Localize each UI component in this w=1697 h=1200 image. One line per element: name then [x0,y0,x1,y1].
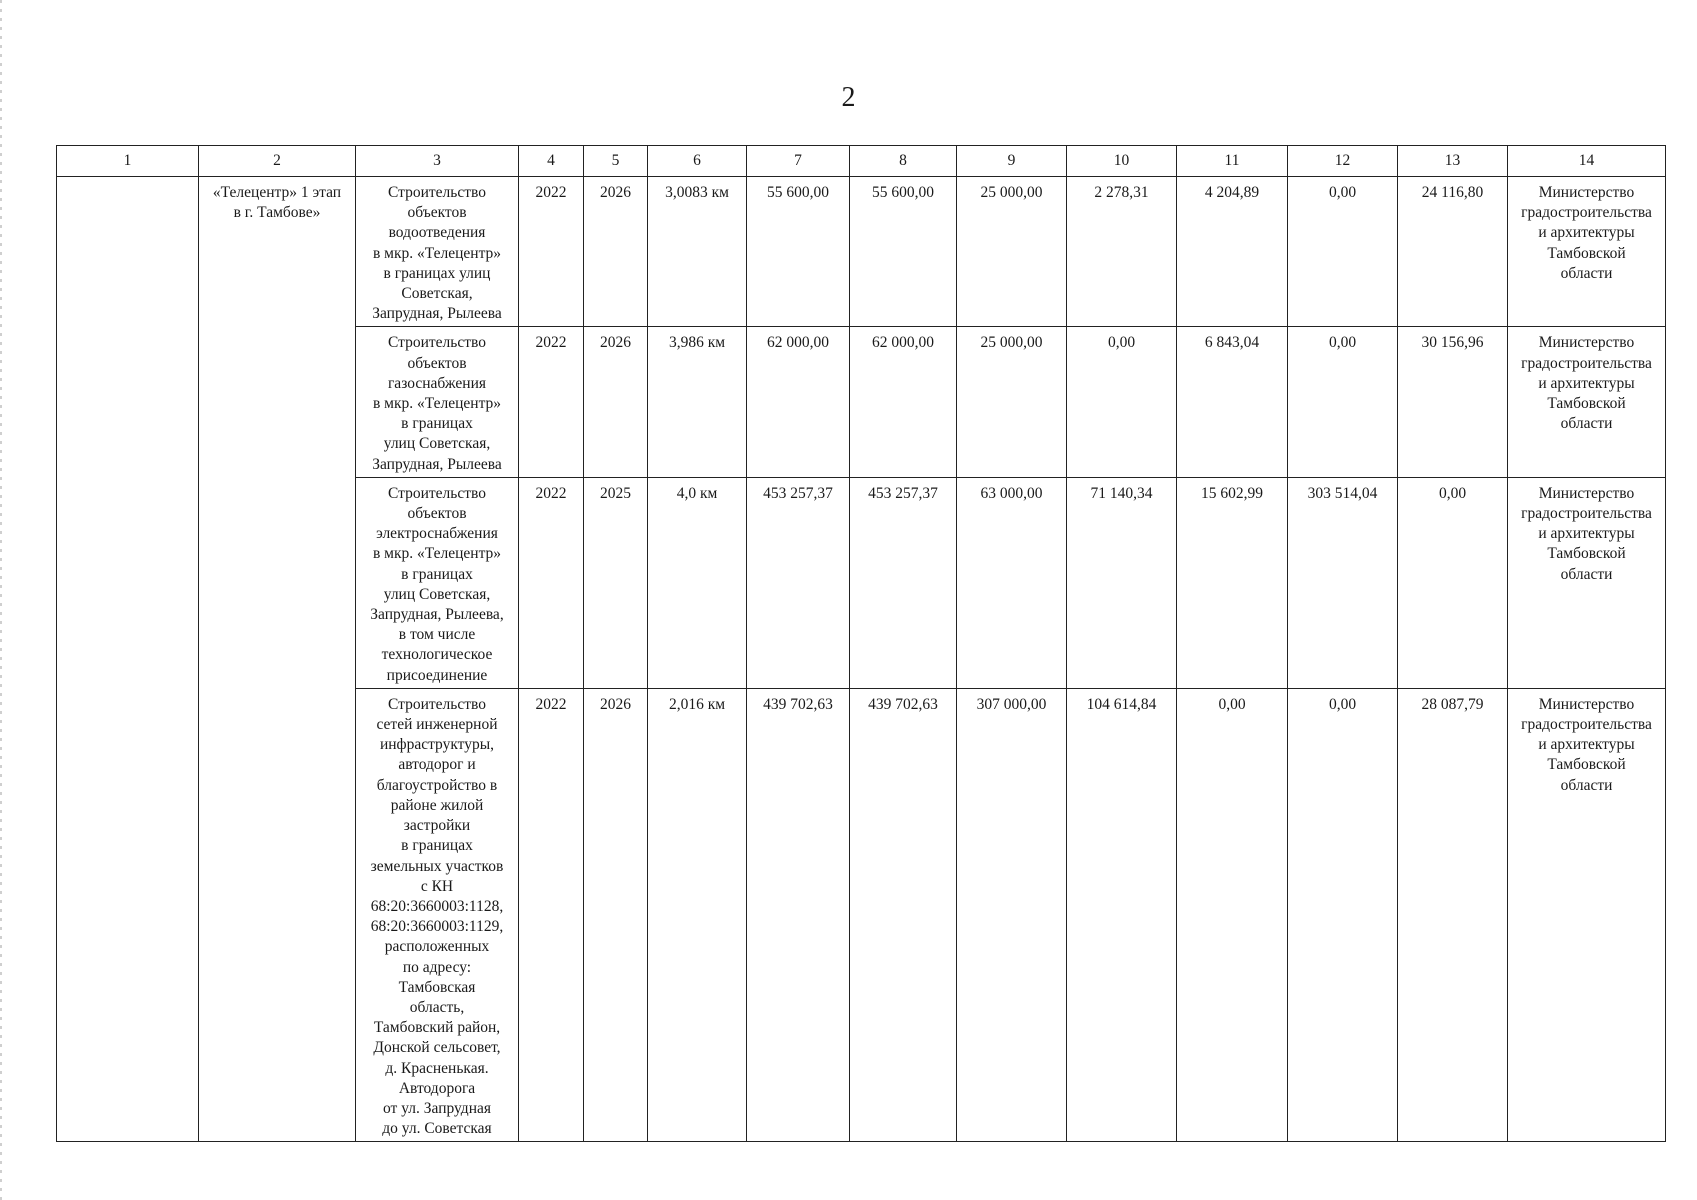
column-header: 3 [356,146,519,177]
value-cell: 4 204,89 [1177,177,1288,327]
value-cell: 25 000,00 [957,177,1067,327]
value-cell: 55 600,00 [747,177,850,327]
column-header: 6 [648,146,747,177]
end-year-cell: 2025 [584,477,648,688]
column-header: 4 [519,146,584,177]
value-cell: 439 702,63 [850,688,957,1141]
responsible-cell: Министерство градостроительства и архитектуры Тамбовской области [1508,177,1666,327]
responsible-cell: Министерство градостроительства и архитектуры Тамбовской области [1508,477,1666,688]
value-cell: 25 000,00 [957,327,1067,477]
value-cell: 24 116,80 [1398,177,1508,327]
investment-table [56,145,1666,1142]
project-name-cell: «Телецентр» 1 этап в г. Тамбове» [199,177,356,1142]
end-year-cell: 2026 [584,688,648,1141]
responsible-cell: Министерство градостроительства и архитектуры Тамбовской области [1508,327,1666,477]
column-number-row [57,146,1666,177]
column-header: 13 [1398,146,1508,177]
table-row [57,177,1666,327]
column-header: 12 [1288,146,1398,177]
column-header: 10 [1067,146,1177,177]
column-header: 8 [850,146,957,177]
value-cell: 453 257,37 [850,477,957,688]
value-cell: 28 087,79 [1398,688,1508,1141]
value-cell: 104 614,84 [1067,688,1177,1141]
responsible-cell: Министерство градостроительства и архитектуры Тамбовской области [1508,688,1666,1141]
value-cell: 0,00 [1067,327,1177,477]
value-cell: 439 702,63 [747,688,850,1141]
value-cell: 0,00 [1398,477,1508,688]
column-header: 14 [1508,146,1666,177]
end-year-cell: 2026 [584,327,648,477]
page-number: 2 [841,82,856,113]
start-year-cell: 2022 [519,327,584,477]
value-cell: 303 514,04 [1288,477,1398,688]
value-cell: 307 000,00 [957,688,1067,1141]
value-cell: 63 000,00 [957,477,1067,688]
capacity-cell: 4,0 км [648,477,747,688]
description-cell: Строительство сетей инженерной инфраструктуры, автодорог и благоустройство в районе жилой застройки в границах земельных участков с КН 68:20:3660003:1128, 68:20:3660003:1129, расположенных по адресу: Тамбовская область, Тамбовский район, Донской сельсовет, д. Красненькая. Автодорога от ул. Запрудная до ул. Советская [356,688,519,1141]
value-cell: 0,00 [1288,688,1398,1141]
description-cell: Строительство объектов газоснабжения в мкр. «Телецентр» в границах улиц Советская, Запрудная, Рылеева [356,327,519,477]
column-header: 2 [199,146,356,177]
value-cell: 0,00 [1177,688,1288,1141]
value-cell: 2 278,31 [1067,177,1177,327]
start-year-cell: 2022 [519,477,584,688]
column-header: 11 [1177,146,1288,177]
column-header: 1 [57,146,199,177]
value-cell: 453 257,37 [747,477,850,688]
scan-edge-marks [0,0,2,1200]
start-year-cell: 2022 [519,688,584,1141]
value-cell: 0,00 [1288,327,1398,477]
value-cell: 0,00 [1288,177,1398,327]
description-cell: Строительство объектов электроснабжения в мкр. «Телецентр» в границах улиц Советская, Запрудная, Рылеева, в том числе технологическое присоединение [356,477,519,688]
value-cell: 62 000,00 [850,327,957,477]
value-cell: 71 140,34 [1067,477,1177,688]
column-header: 5 [584,146,648,177]
capacity-cell: 3,0083 км [648,177,747,327]
value-cell: 6 843,04 [1177,327,1288,477]
column-header: 7 [747,146,850,177]
value-cell: 55 600,00 [850,177,957,327]
value-cell: 30 156,96 [1398,327,1508,477]
value-cell: 62 000,00 [747,327,850,477]
description-cell: Строительство объектов водоотведения в мкр. «Телецентр» в границах улиц Советская, Запрудная, Рылеева [356,177,519,327]
capacity-cell: 3,986 км [648,327,747,477]
cell-col1-empty [57,177,199,1142]
start-year-cell: 2022 [519,177,584,327]
column-header: 9 [957,146,1067,177]
capacity-cell: 2,016 км [648,688,747,1141]
end-year-cell: 2026 [584,177,648,327]
value-cell: 15 602,99 [1177,477,1288,688]
